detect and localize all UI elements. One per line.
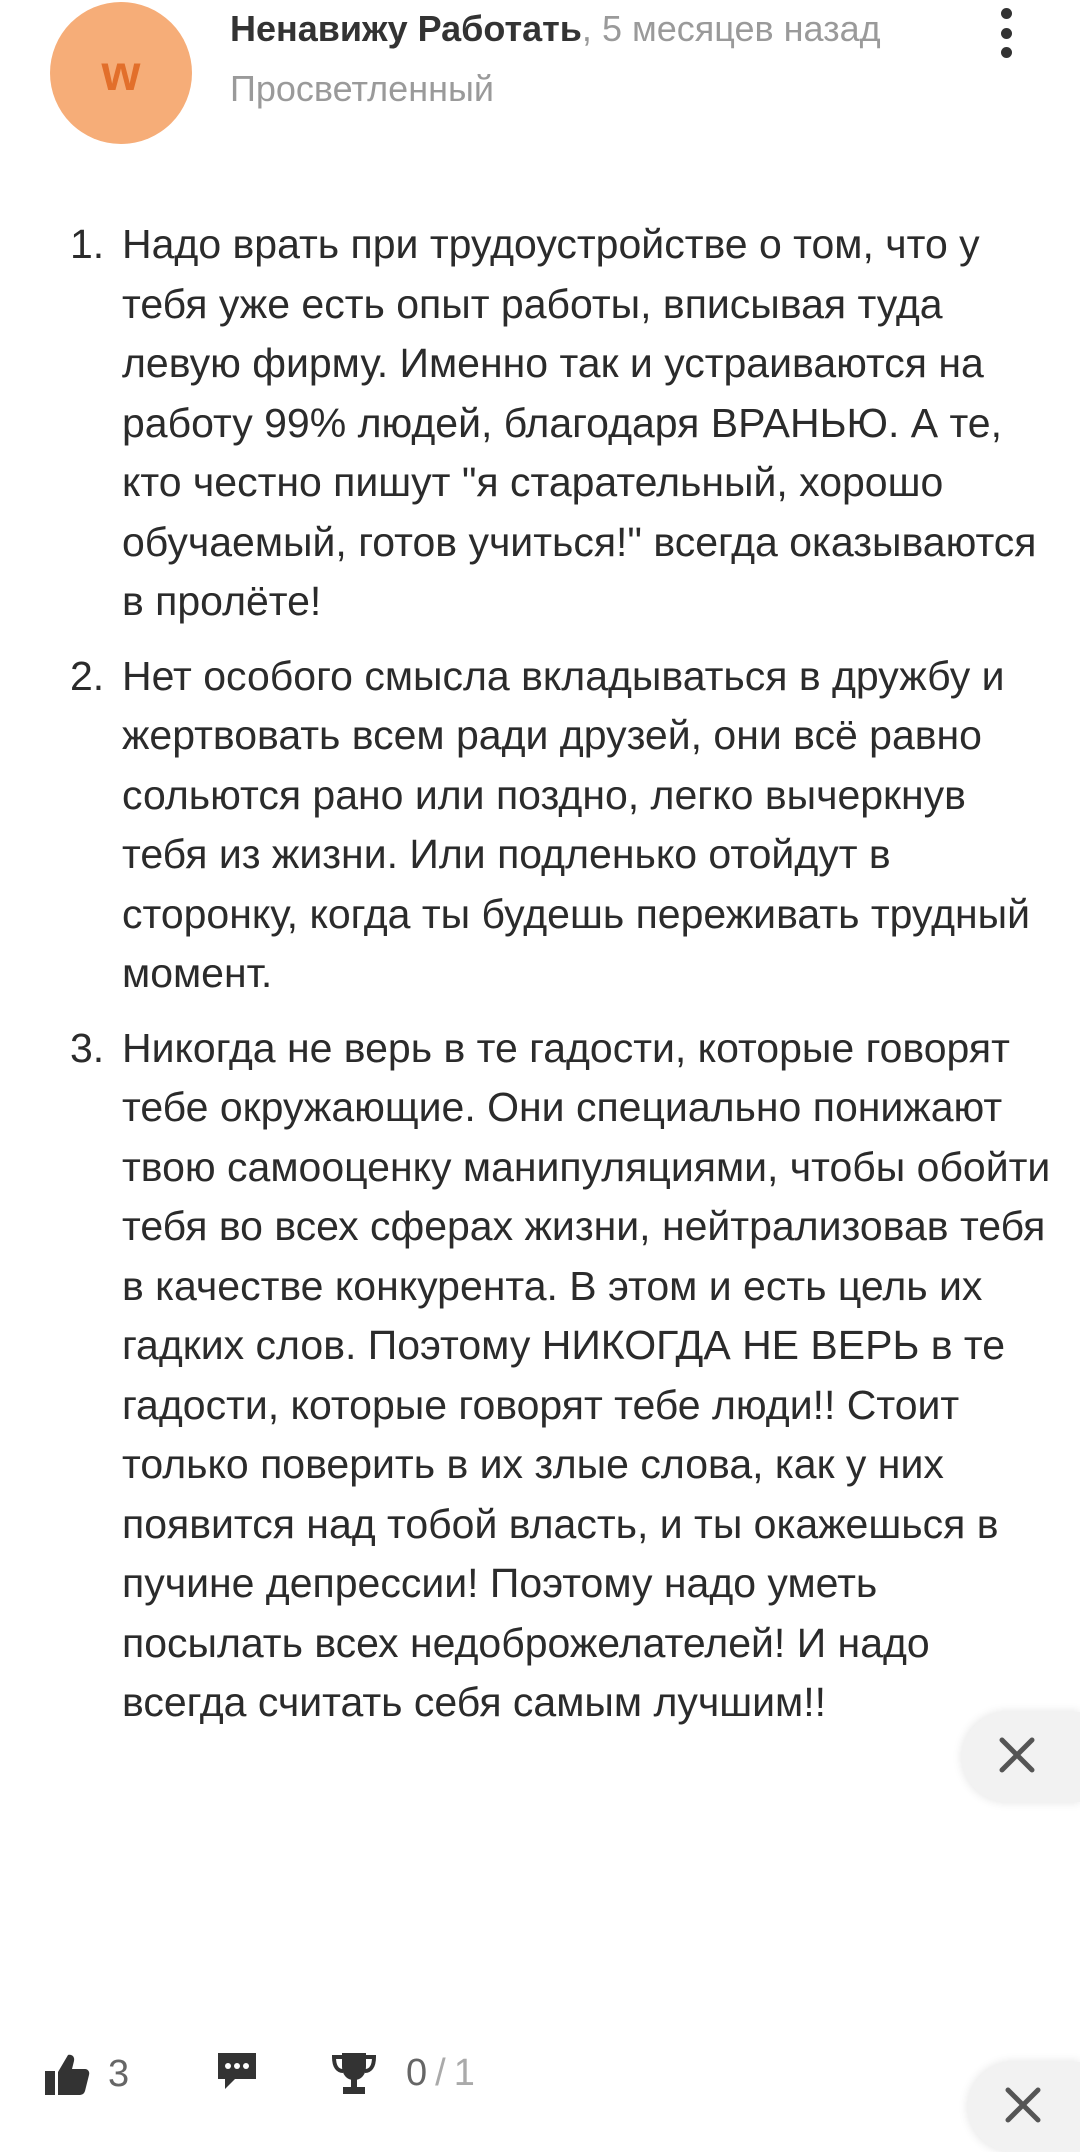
list-item-text: Надо врать при трудоустройстве о том, что у тебя уже есть опыт работы, вписывая туда левую фирму. Именно так и устраиваются на работу 99% людей, благодаря ВРАНЬЮ. А те, кто честно пишут "я старательный, хорошо обучаемый, готов учиться!" всегда оказываются в пролёте! <box>122 221 1037 624</box>
comment-body <box>70 215 1055 1748</box>
comment-actions <box>0 2040 1080 2110</box>
like-count: 3 <box>108 2052 130 2095</box>
list-item-text: Никогда не верь в те гадости, которые говорят тебе окружающие. Они специально понижают твою самооценку манипуляциями, чтобы обойти тебя во всех сферах жизни, нейтрализовав тебя в качестве конкурента. В этом и есть цель их гадких слов. Поэтому НИКОГДА НЕ ВЕРЬ в те гадости, которые говорят тебе люди!! Стоит только поверить в их злые слова, как у них появится над тобой власть, и ты окажешься в пучине депрессии! Поэтому надо уметь посылать всех недоброжелателей! И надо всегда считать себя самым лучшим!! <box>122 1024 1051 1725</box>
award-button[interactable] <box>330 2050 475 2096</box>
award-total: 1 <box>453 2051 475 2094</box>
close-button[interactable] <box>968 2062 1080 2152</box>
avatar[interactable] <box>50 2 192 144</box>
close-icon <box>996 1734 1038 1776</box>
trophy-icon <box>330 2050 378 2096</box>
list-item <box>70 215 1055 632</box>
post-time: 5 месяцев назад <box>601 8 881 49</box>
list-item-number: 3. <box>70 1024 105 1071</box>
author-rank: Просветленный <box>230 68 494 109</box>
more-vertical-icon[interactable] <box>990 8 1022 58</box>
reply-button[interactable] <box>215 2050 259 2092</box>
close-icon <box>1002 2084 1044 2126</box>
comment-icon <box>215 2050 259 2092</box>
list-item-text: Нет особого смысла вкладываться в дружбу и жертвовать всем ради друзей, они всё равно сольются рано или поздно, легко вычеркнув тебя из жизни. Или подленько отойдут в сторонку, когда ты будешь переживать трудный момент. <box>122 652 1031 996</box>
award-value: 0 <box>406 2051 428 2094</box>
author-separator: , <box>581 8 592 49</box>
list-item-number: 2. <box>70 652 105 699</box>
thumbs-up-icon <box>44 2052 90 2096</box>
author-line <box>230 8 881 50</box>
list-item-number: 1. <box>70 221 105 267</box>
close-button[interactable] <box>962 1712 1080 1802</box>
award-separator: / <box>435 2051 446 2094</box>
avatar-letter: w <box>101 45 141 101</box>
author-name[interactable]: Ненавижу Работать <box>230 8 582 49</box>
like-button[interactable] <box>44 2052 129 2096</box>
list-item <box>70 647 1055 1004</box>
list-item <box>70 1019 1055 1733</box>
comment-header <box>0 0 1080 150</box>
